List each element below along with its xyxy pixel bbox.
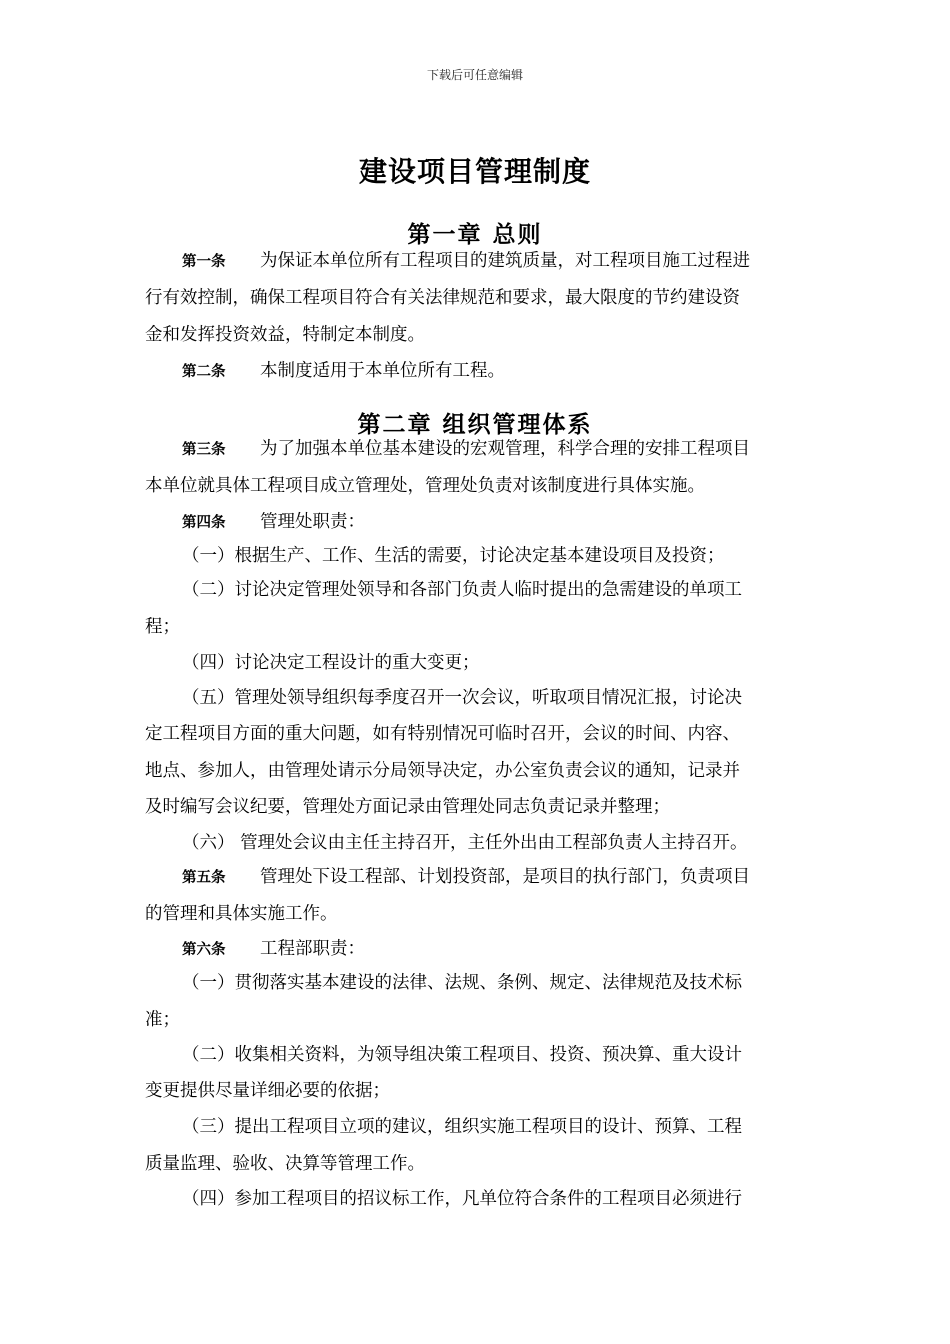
article-4-label: 第四条: [182, 515, 226, 531]
article-6-item-3-line-2: 质量监理、验收、决算等管理工作。: [145, 1154, 425, 1174]
chapter-2-heading: 第二章 组织管理体系: [357, 412, 593, 438]
article-3-label: 第三条: [182, 442, 226, 458]
article-4-item-4-line-2: 定工程项目方面的重大问题，如有特别情况可临时召开，会议的时间、内容、: [145, 724, 740, 744]
article-5-text: 管理处下设工程部、计划投资部，是项目的执行部门，负责项目: [260, 867, 750, 887]
article-6-item-1-line-2: 准；: [145, 1010, 180, 1030]
article-4-item-2-line-1: （二）讨论决定管理处领导和各部门负责人临时提出的急需建设的单项工: [182, 580, 742, 600]
article-6-item-1-line-1: （一）贯彻落实基本建设的法律、法规、条例、规定、法律规范及技术标: [182, 973, 742, 993]
article-1-line-1: [182, 248, 750, 275]
article-1-label: 第一条: [182, 254, 226, 270]
document-title: 建设项目管理制度: [358, 155, 591, 188]
article-4-item-1: （一）根据生产、工作、生活的需要，讨论决定基本建设项目及投资；: [182, 546, 725, 566]
article-6-line-1: [182, 936, 365, 963]
article-4-item-4-line-4: 及时编写会议纪要，管理处方面记录由管理处同志负责记录并整理；: [145, 797, 670, 817]
article-4-item-3: （四）讨论决定工程设计的重大变更；: [182, 653, 480, 673]
article-4-item-2-line-2: 程；: [145, 617, 180, 637]
article-5-line-1: [182, 864, 750, 891]
article-5-line-2: 的管理和具体实施工作。: [145, 904, 338, 924]
article-6-item-3-line-1: （三）提出工程项目立项的建议，组织实施工程项目的设计、预算、工程: [182, 1117, 742, 1137]
article-5-label: 第五条: [182, 870, 226, 886]
article-3-line-2: 本单位就具体工程项目成立管理处，管理处负责对该制度进行具体实施。: [145, 476, 705, 496]
article-4-text: 管理处职责：: [260, 512, 365, 532]
chapter-1-heading: 第一章 总则: [407, 222, 543, 248]
article-1-line-3: 金和发挥投资效益，特制定本制度。: [145, 325, 425, 345]
article-3-text: 为了加强本单位基本建设的宏观管理，科学合理的安排工程项目: [260, 439, 750, 459]
article-4-item-5: （六） 管理处会议由主任主持召开，主任外出由工程部负责人主持召开。: [182, 833, 748, 853]
article-1-line-2: 行有效控制，确保工程项目符合有关法律规范和要求，最大限度的节约建设资: [145, 288, 740, 308]
article-3-line-1: [182, 436, 750, 463]
article-6-text: 工程部职责：: [260, 939, 365, 959]
article-2-text: 本制度适用于本单位所有工程。: [260, 361, 505, 381]
page-header-note: 下载后可任意编辑: [426, 68, 523, 82]
article-6-item-2-line-1: （二）收集相关资料，为领导组决策工程项目、投资、预决算、重大设计: [182, 1045, 742, 1065]
article-4-line-1: [182, 509, 365, 536]
article-6-item-4-line-1: （四）参加工程项目的招议标工作，凡单位符合条件的工程项目必须进行: [182, 1189, 742, 1209]
article-1-text: 为保证本单位所有工程项目的建筑质量，对工程项目施工过程进: [260, 251, 750, 271]
article-4-item-4-line-3: 地点、参加人，由管理处请示分局领导决定，办公室负责会议的通知，记录并: [145, 761, 740, 781]
article-4-item-4-line-1: （五）管理处领导组织每季度召开一次会议，听取项目情况汇报，讨论决: [182, 688, 742, 708]
article-6-item-2-line-2: 变更提供尽量详细必要的依据；: [145, 1081, 390, 1101]
article-2-label: 第二条: [182, 364, 226, 380]
article-2-line-1: [182, 358, 505, 385]
article-6-label: 第六条: [182, 942, 226, 958]
